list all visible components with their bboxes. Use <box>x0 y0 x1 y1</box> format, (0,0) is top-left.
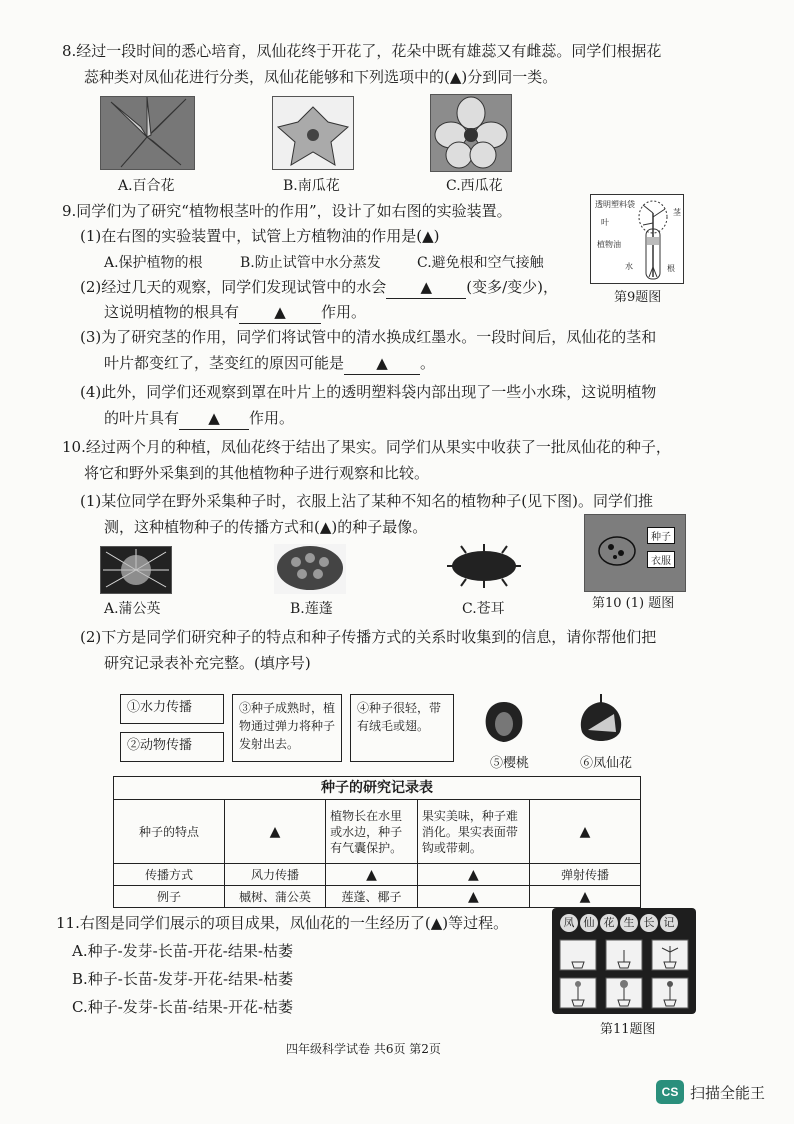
fig9-label-bag: 透明塑料袋 <box>595 200 635 209</box>
example-cell-4[interactable]: ▲ <box>529 886 640 908</box>
method-cell-3[interactable]: ▲ <box>417 864 529 886</box>
q10-p1-option-b: B.莲蓬 <box>290 601 333 617</box>
watermelon-flower-image <box>430 94 512 172</box>
q9-apparatus-figure <box>590 194 684 284</box>
q9-p3-text-b: 叶片都变红了，茎变红的原因可能是 <box>104 354 345 372</box>
method-cell-1: 风力传播 <box>225 864 326 886</box>
q9-p2-blank1[interactable]: ▲ <box>386 276 466 299</box>
lily-flower-image <box>100 96 195 170</box>
q10-part1: (1)某位同学在野外采集种子时，衣服上沾了某种不知名的植物种子(见下图)。同学们推 <box>80 492 653 510</box>
q9-p2-blank2[interactable]: ▲ <box>239 301 321 324</box>
example-cell-1: 槭树、蒲公英 <box>225 886 326 908</box>
q9-p1-option-a: A.保护植物的根 <box>104 255 203 271</box>
q10-part2-cont: 研究记录表补充完整。(填序号) <box>104 654 311 672</box>
method-cell-2[interactable]: ▲ <box>326 864 418 886</box>
q9-part2 <box>80 276 558 299</box>
q11-figure-caption: 第11题图 <box>600 1022 656 1037</box>
q10-seed-on-cloth-figure <box>584 514 686 592</box>
card-water-dispersal: ①水力传播 <box>120 694 224 724</box>
row-header-method: 传播方式 <box>114 864 225 886</box>
card-light-seed-trait: ④种子很轻，带有绒毛或翅。 <box>350 694 454 762</box>
trait-cell-water: 植物长在水里或水边，种子有气囊保护。 <box>326 800 418 864</box>
page-footer: 四年级科学试卷 共6页 第2页 <box>286 1042 441 1056</box>
q9-p4-blank[interactable]: ▲ <box>179 407 249 430</box>
q9-part1: (1)在右图的实验装置中，试管上方植物油的作用是(▲) <box>80 227 440 245</box>
q11-option-a: A.种子-发芽-长苗-开花-结果-枯萎 <box>72 942 293 960</box>
q9-p1-option-c: C.避免根和空气接触 <box>417 255 544 271</box>
fig9-label-stem: 茎 <box>673 208 681 217</box>
trait-cell-wind[interactable]: ▲ <box>225 800 326 864</box>
q10-p1-option-a: A.蒲公英 <box>104 601 161 617</box>
q8-line1: 8.经过一段时间的悉心培育，凤仙花终于开花了，花朵中既有雄蕊又有雌蕊。同学们根据花 <box>62 42 662 60</box>
fig9-label-oil: 植物油 <box>597 240 621 249</box>
example-cell-3[interactable]: ▲ <box>417 886 529 908</box>
q10-part2: (2)下方是同学们研究种子的特点和种子传播方式的关系时收集到的信息，请你帮他们把 <box>80 628 657 646</box>
trait-cell-ejection[interactable]: ▲ <box>529 800 640 864</box>
poster-title-char-5: 长 <box>640 914 658 932</box>
q8-option-c: C.西瓜花 <box>446 178 503 194</box>
q9-stem: 9.同学们为了研究“植物根茎叶的作用”，设计了如右图的实验装置。 <box>62 202 512 220</box>
q9-figure-caption: 第9题图 <box>614 290 662 305</box>
q9-p2-text-b: (变多/变少)， <box>466 278 559 296</box>
scanner-watermark <box>656 1080 765 1104</box>
scanner-logo-icon: CS <box>656 1080 684 1104</box>
fig9-label-water: 水 <box>625 262 633 271</box>
poster-title <box>560 914 678 932</box>
q8-option-b: B.南瓜花 <box>283 178 340 194</box>
q11-option-b: B.种子-长苗-发芽-开花-结果-枯萎 <box>72 970 294 988</box>
q9-part4-cont <box>104 407 294 430</box>
lotus-pod-image <box>274 544 346 594</box>
row-header-trait: 种子的特点 <box>114 800 225 864</box>
q9-p1-option-b: B.防止试管中水分蒸发 <box>240 255 381 271</box>
q9-part3: (3)为了研究茎的作用，同学们将试管中的清水换成红墨水。一段时间后，凤仙花的茎和 <box>80 328 657 346</box>
fig10-label-seed: 种子 <box>647 527 675 544</box>
q9-p2-text-c: 这说明植物的根具有 <box>104 303 240 321</box>
q9-p4-text-c: 作用。 <box>249 409 295 427</box>
dandelion-image <box>100 546 172 594</box>
method-cell-4: 弹射传播 <box>529 864 640 886</box>
q9-part2-cont <box>104 301 366 324</box>
poster-title-char-3: 花 <box>600 914 618 932</box>
table-title: 种子的研究记录表 <box>114 777 641 800</box>
q8-option-a: A.百合花 <box>118 178 175 194</box>
q9-p2-text-a: (2)经过几天的观察，同学们发现试管中的水会 <box>80 278 387 296</box>
poster-title-char-6: 记 <box>660 914 678 932</box>
card-ejection-trait: ③种子成熟时，植物通过弹力将种子发射出去。 <box>232 694 342 762</box>
q9-part3-cont: 叶片都变红了，茎变红的原因可能是 ▲ 。 <box>104 352 435 375</box>
q9-p3-blank[interactable]: ▲ <box>344 352 420 375</box>
poster-title-char-2: 仙 <box>580 914 598 932</box>
poster-title-char-4: 生 <box>620 914 638 932</box>
seed-research-table <box>113 776 641 908</box>
fig9-label-root: 根 <box>667 264 675 273</box>
fig10-label-cloth: 衣服 <box>647 551 675 568</box>
balsam-seed-image <box>574 692 628 746</box>
q9-part4: (4)此外，同学们还观察到罩在叶片上的透明塑料袋内部出现了一些小水珠，这说明植物 <box>80 383 657 401</box>
cherry-label: ⑤樱桃 <box>490 756 530 771</box>
q9-p4-text-b: 的叶片具有 <box>104 409 180 427</box>
poster-title-char-1: 凤 <box>560 914 578 932</box>
scanner-app-name: 扫描全能王 <box>690 1083 766 1102</box>
q11-option-c: C.种子-发芽-长苗-结果-开花-枯萎 <box>72 998 294 1016</box>
pumpkin-flower-image <box>272 96 354 170</box>
cocklebur-image <box>446 544 522 588</box>
q10-figure-caption: 第10 (1) 题图 <box>592 596 675 611</box>
poster-stage-drawings <box>558 938 690 1010</box>
cherry-image <box>480 698 528 744</box>
q9-p2-text-d: 作用。 <box>321 303 367 321</box>
card-animal-dispersal: ②动物传播 <box>120 732 224 762</box>
q11-stem: 11.右图是同学们展示的项目成果，凤仙花的一生经历了(▲)等过程。 <box>56 914 509 932</box>
balsam-label: ⑥凤仙花 <box>580 756 633 771</box>
q10-line2: 将它和野外采集到的其他植物种子进行观察和比较。 <box>84 464 430 482</box>
row-header-example: 例子 <box>114 886 225 908</box>
fig9-label-leaf: 叶 <box>601 218 609 227</box>
q10-line1: 10.经过两个月的种植，凤仙花终于结出了果实。同学们从果实中收获了一批凤仙花的种子， <box>62 438 671 456</box>
q8-line2: 蕊种类对凤仙花进行分类，凤仙花能够和下列选项中的(▲)分到同一类。 <box>84 68 558 86</box>
q11-lifecycle-poster <box>552 908 696 1014</box>
q10-part1-cont: 测，这种植物种子的传播方式和(▲)的种子最像。 <box>104 518 428 536</box>
example-cell-2: 莲蓬、椰子 <box>326 886 418 908</box>
trait-cell-animal: 果实美味，种子难消化。果实表面带钩或带刺。 <box>417 800 529 864</box>
q10-p1-option-c: C.苍耳 <box>462 601 505 617</box>
